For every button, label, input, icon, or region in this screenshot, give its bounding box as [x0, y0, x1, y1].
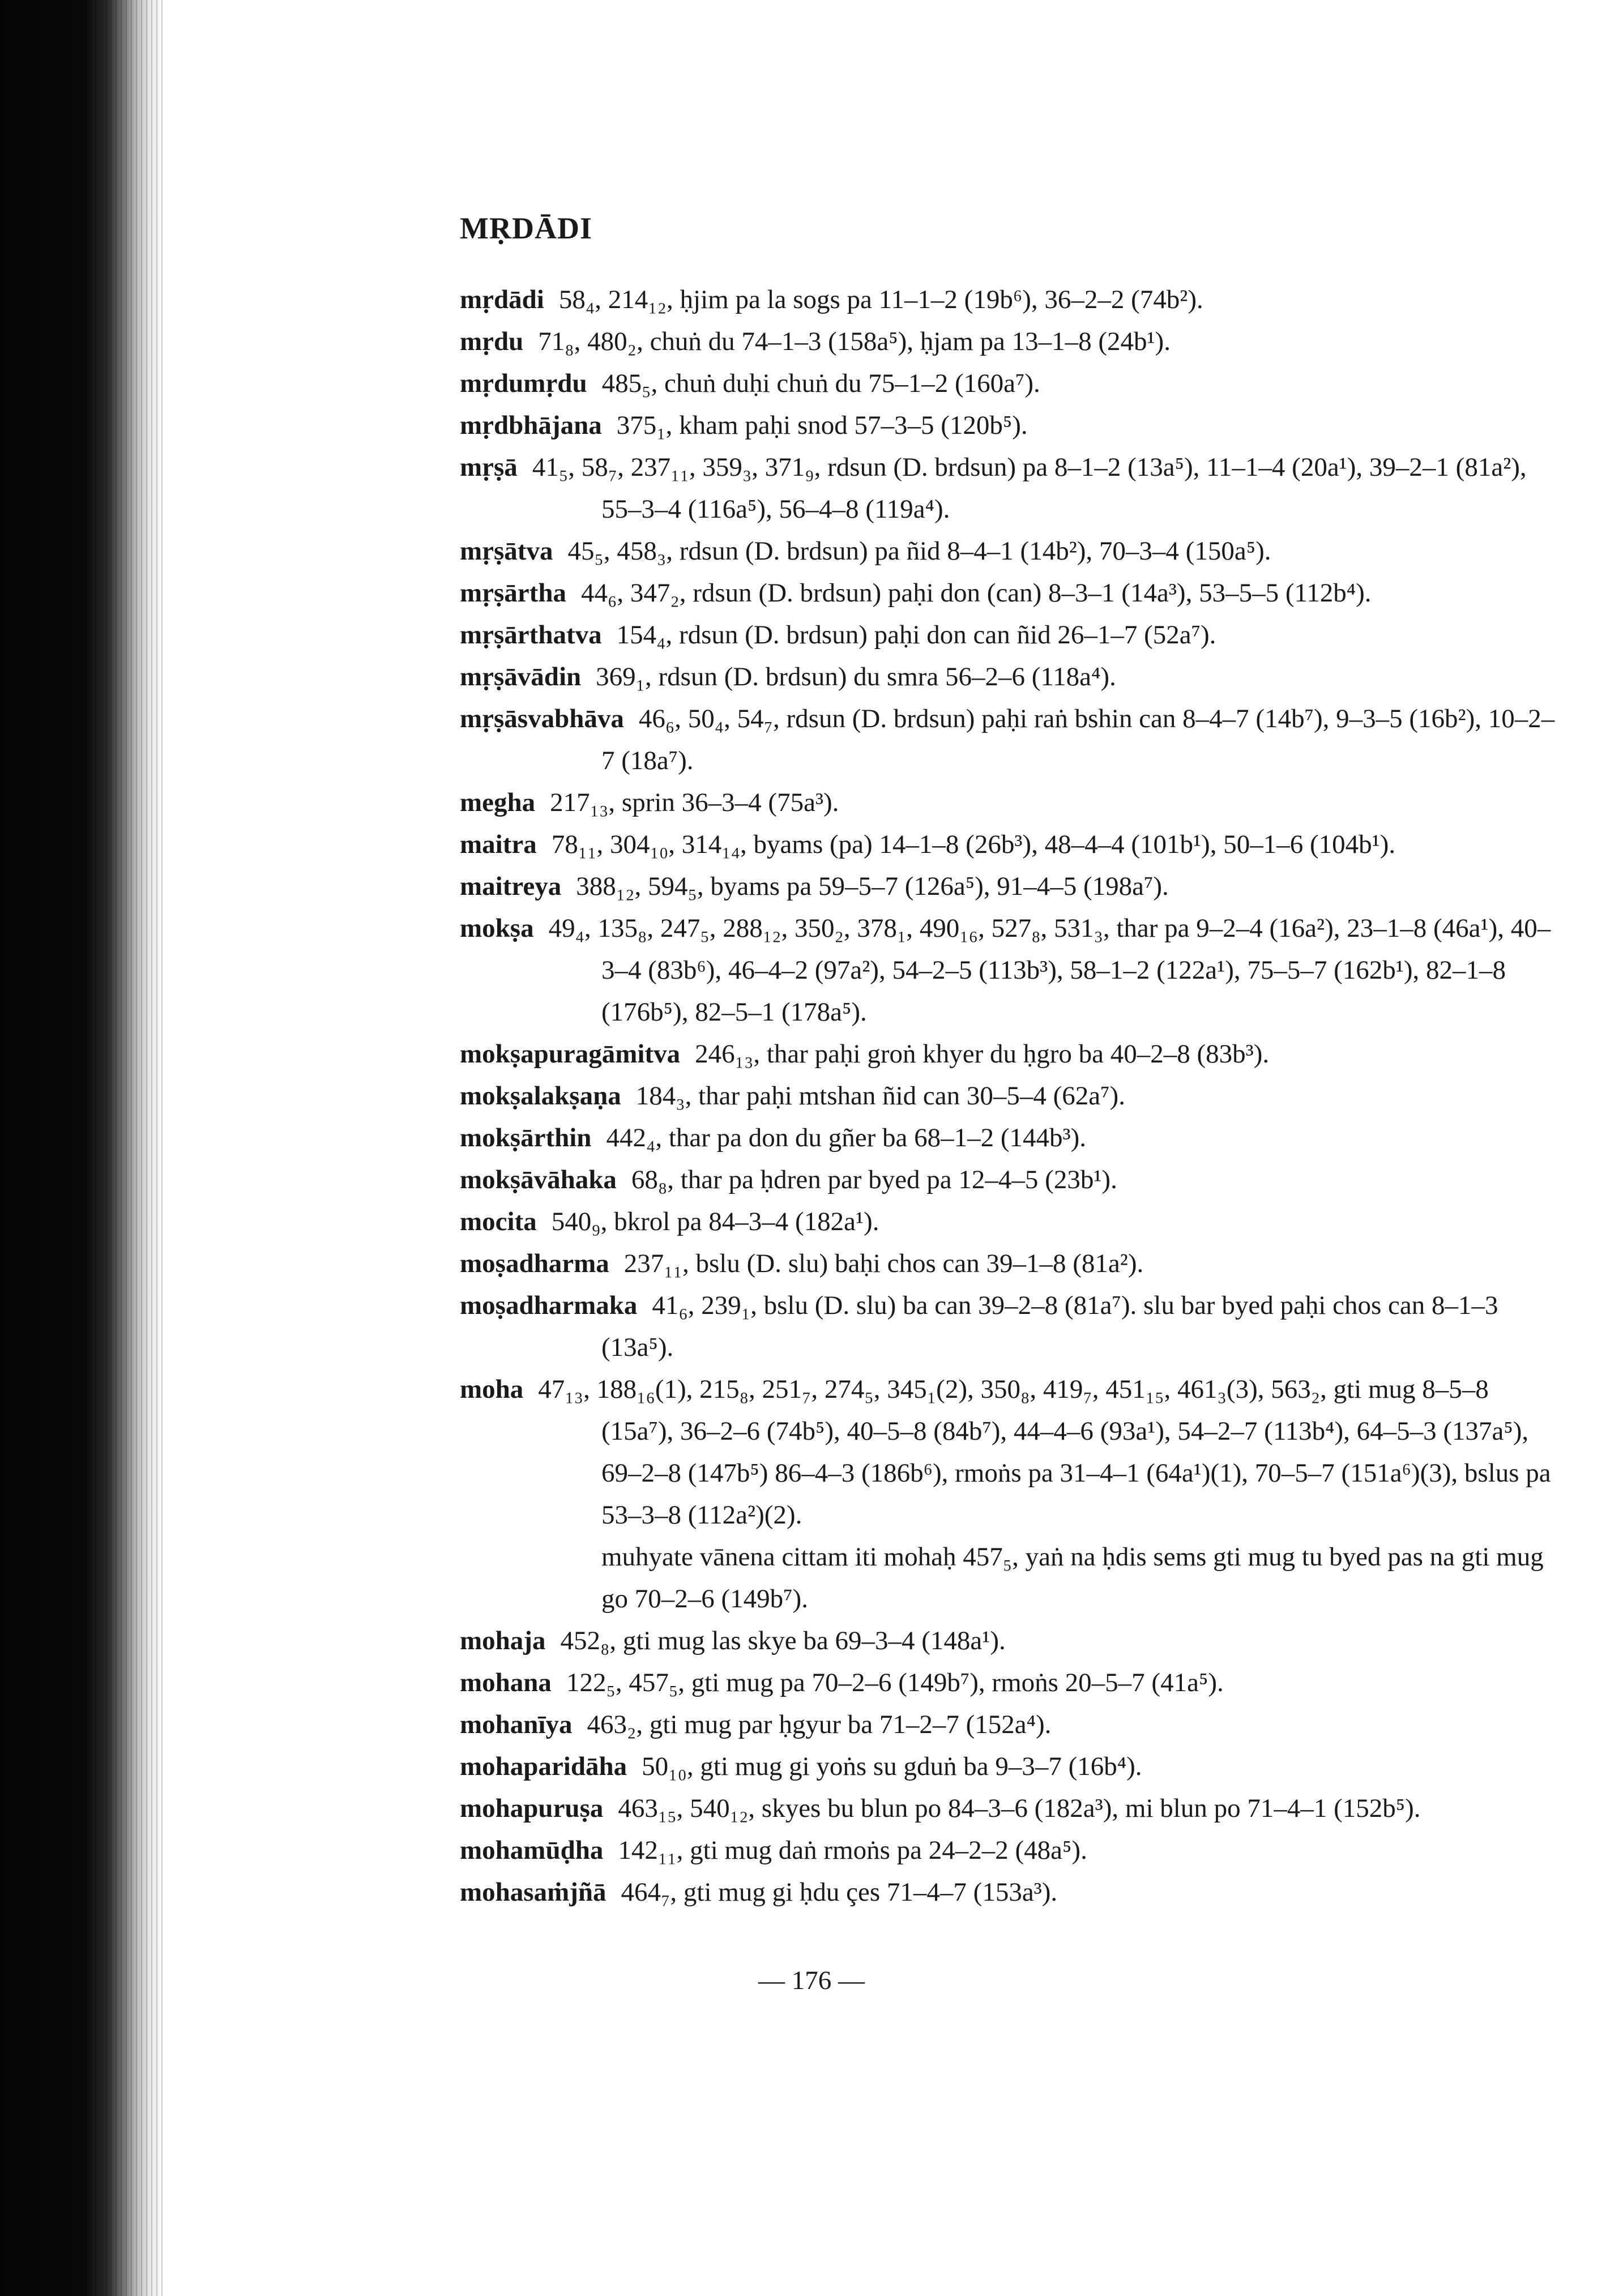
headword: mohaja — [460, 1626, 546, 1655]
headword: mokṣalakṣaṇa — [460, 1081, 621, 1111]
entry-text: 237₁₁, bslu (D. slu) baḥi chos can 39–1–8 (81a²). — [623, 1249, 1144, 1278]
entry-text: 463₂, gti mug par ḥgyur ba 71–2–7 (152a⁴). — [587, 1710, 1052, 1739]
entry-mrsa — [460, 446, 1564, 530]
headword: moṣadharmaka — [460, 1291, 638, 1320]
entry-mrdumrdu — [460, 362, 1564, 404]
entry-text: 49₄, 135₈, 247₅, 288₁₂, 350₂, 378₁, 490₁₆, 527₈, 531₃, thar pa 9–2–4 (16a²), 23–1–8 (46a¹), 40–3–4 (83b⁶), 46–4–2 (97a²), 54–2–5 (113b³), 58–1–2 (122a¹), 75–5–7 (162b¹), 82–1–8 (176b⁵), 82–5–1 (178a⁵). — [548, 914, 1551, 1027]
entry-mohaniya — [460, 1704, 1564, 1746]
headword: maitra — [460, 830, 537, 859]
entry-moksavahaka — [460, 1159, 1564, 1201]
headword: mṛdbhājana — [460, 411, 602, 440]
headword: mokṣārthin — [460, 1123, 592, 1153]
entry-mohana — [460, 1662, 1564, 1704]
headword: mṛṣā — [460, 453, 518, 482]
headword: mohaparidāha — [460, 1752, 627, 1781]
entry-text: 41₆, 239₁, bslu (D. slu) ba can 39–2–8 (81a⁷). slu bar byed paḥi chos can 8–1–3 (13a⁵). — [601, 1291, 1498, 1362]
entry-mrdu — [460, 321, 1564, 362]
entry-moksapuragamitva — [460, 1033, 1564, 1075]
entry-mohaparidaha — [460, 1746, 1564, 1787]
entry-text: 41₅, 58₇, 237₁₁, 359₃, 371₉, rdsun (D. brdsun) pa 8–1–2 (13a⁵), 11–1–4 (20a¹), 39–2–1 (81a²), 55–3–4 (116a⁵), 56–4–8 (119a⁴). — [532, 453, 1527, 524]
entry-maitra — [460, 823, 1564, 865]
running-header: MṚDĀDI — [460, 211, 592, 245]
entry-mrsatva — [460, 530, 1564, 572]
entry-moha — [460, 1368, 1564, 1536]
entry-text: 58₄, 214₁₂, ḥjim pa la sogs pa 11–1–2 (19b⁶), 36–2–2 (74b²). — [558, 285, 1203, 314]
entry-mohapurusa — [460, 1787, 1564, 1829]
entry-text: 142₁₁, gti mug daṅ rmoṅs pa 24–2–2 (48a⁵). — [618, 1836, 1087, 1865]
entry-text: 44₆, 347₂, rdsun (D. brdsun) paḥi don (can) 8–3–1 (14a³), 53–5–5 (112b⁴). — [580, 578, 1372, 608]
entry-text: 540₉, bkrol pa 84–3–4 (182a¹). — [551, 1207, 879, 1236]
entry-text: 217₁₃, sprin 36–3–4 (75a³). — [550, 788, 839, 817]
entry-text: 464₇, gti mug gi ḥdu çes 71–4–7 (153a³). — [621, 1877, 1058, 1907]
headword: mṛdumṛdu — [460, 369, 587, 398]
headword: mohasaṁjñā — [460, 1877, 607, 1907]
page-number: — 176 — — [758, 1966, 865, 1995]
entry-mrsarthatva — [460, 614, 1564, 656]
headword: mohamūḍha — [460, 1836, 604, 1865]
entry-mrsartha — [460, 572, 1564, 614]
headword: mṛṣārthatva — [460, 620, 602, 650]
entry-text: 388₁₂, 594₅, byams pa 59–5–7 (126a⁵), 91–4–5 (198a⁷). — [576, 872, 1169, 901]
headword: maitreya — [460, 872, 562, 901]
headword: mṛṣāvādin — [460, 662, 582, 692]
scan-binding-lines — [85, 0, 164, 2296]
entry-moksalaksana — [460, 1075, 1564, 1117]
entry-text: 122₅, 457₅, gti mug pa 70–2–6 (149b⁷), rmoṅs 20–5–7 (41a⁵). — [566, 1668, 1224, 1697]
entry-mohamudha — [460, 1829, 1564, 1871]
headword: moha — [460, 1375, 524, 1404]
headword: mṛṣārtha — [460, 578, 566, 608]
headword: mokṣapuragāmitva — [460, 1039, 681, 1069]
headword: moṣadharma — [460, 1249, 609, 1278]
entry-text: 452₈, gti mug las skye ba 69–3–4 (148a¹). — [560, 1626, 1006, 1655]
entry-text: 442₄, thar pa don du gñer ba 68–1–2 (144b³). — [606, 1123, 1087, 1153]
headword: mokṣa — [460, 914, 534, 943]
entry-moksa — [460, 907, 1564, 1033]
headword: mohana — [460, 1668, 552, 1697]
entry-mrdadi — [460, 279, 1564, 321]
entry-mrsavadin — [460, 656, 1564, 698]
entry-text: 246₁₃, thar paḥi groṅ khyer du ḥgro ba 40–2–8 (83b³). — [695, 1039, 1270, 1069]
glossary-entries — [460, 279, 1564, 1913]
entry-mrsasvabhava — [460, 698, 1564, 782]
headword: mocita — [460, 1207, 537, 1236]
entry-mrdbhajana — [460, 404, 1564, 446]
entry-text: 463₁₅, 540₁₂, skyes bu blun po 84–3–6 (182a³), mi blun po 71–4–1 (152b⁵). — [618, 1794, 1421, 1823]
headword: mṛṣāsvabhāva — [460, 704, 624, 733]
entry-text: 47₁₃, 188₁₆(1), 215₈, 251₇, 274₅, 345₁(2), 350₈, 419₇, 451₁₅, 461₃(3), 563₂, gti mug 8–5–8 (15a⁷), 36–2–6 (74b⁵), 40–5–8 (84b⁷), 44–4–6 (93a¹), 54–2–7 (113b⁴), 64–5–3 (137a⁵), 69–2–8 (147b⁵) 86–4–3 (186b⁶), rmoṅs pa 31–4–1 (64a¹)(1), 70–5–7 (151a⁶)(3), bslus pa 53–3–8 (112a²)(2). — [538, 1375, 1551, 1530]
entry-megha — [460, 782, 1564, 823]
headword: megha — [460, 788, 536, 817]
entry-text: 375₁, kham paḥi snod 57–3–5 (120b⁵). — [616, 411, 1028, 440]
entry-mocita — [460, 1201, 1564, 1243]
entry-text: 46₆, 50₄, 54₇, rdsun (D. brdsun) paḥi raṅ bshin can 8–4–7 (14b⁷), 9–3–5 (16b²), 10–2–7 (18a⁷). — [601, 704, 1555, 775]
entry-text: 369₁, rdsun (D. brdsun) du smra 56–2–6 (118a⁴). — [596, 662, 1116, 692]
headword: mohapuruṣa — [460, 1794, 604, 1823]
entry-text: 485₅, chuṅ duḥi chuṅ du 75–1–2 (160a⁷). — [601, 369, 1040, 398]
entry-mosadharma — [460, 1243, 1564, 1284]
entry-moksarthin — [460, 1117, 1564, 1159]
entry-mohasamjna — [460, 1871, 1564, 1913]
entry-text: 78₁₁, 304₁₀, 314₁₄, byams (pa) 14–1–8 (26b³), 48–4–4 (101b¹), 50–1–6 (104b¹). — [551, 830, 1396, 859]
entry-mosadharmaka — [460, 1284, 1564, 1368]
entry-moha-continuation: muhyate vānena cittam iti mohaḥ 457₅, yaṅ na ḥdis sems gti mug tu byed pas na gti mug go 70–2–6 (149b⁷). — [601, 1542, 1544, 1614]
entry-text: 154₄, rdsun (D. brdsun) paḥi don can ñid 26–1–7 (52a⁷). — [616, 620, 1216, 650]
headword: mṛṣātva — [460, 536, 553, 566]
entry-text: 68₈, thar pa ḥdren par byed pa 12–4–5 (23b¹). — [631, 1165, 1117, 1194]
headword: mohanīya — [460, 1710, 573, 1739]
headword: mṛdādi — [460, 285, 544, 314]
entry-mohaja — [460, 1620, 1564, 1662]
entry-text: 45₅, 458₃, rdsun (D. brdsun) pa ñid 8–4–1 (14b²), 70–3–4 (150a⁵). — [567, 536, 1271, 566]
entry-text: 184₃, thar paḥi mtshan ñid can 30–5–4 (62a⁷). — [635, 1081, 1125, 1111]
entry-maitreya — [460, 865, 1564, 907]
headword: mokṣāvāhaka — [460, 1165, 617, 1194]
entry-text: 71₈, 480₂, chuṅ du 74–1–3 (158a⁵), ḥjam pa 13–1–8 (24b¹). — [538, 327, 1171, 356]
headword: mṛdu — [460, 327, 524, 356]
entry-text: 50₁₀, gti mug gi yoṅs su gduṅ ba 9–3–7 (16b⁴). — [642, 1752, 1142, 1781]
